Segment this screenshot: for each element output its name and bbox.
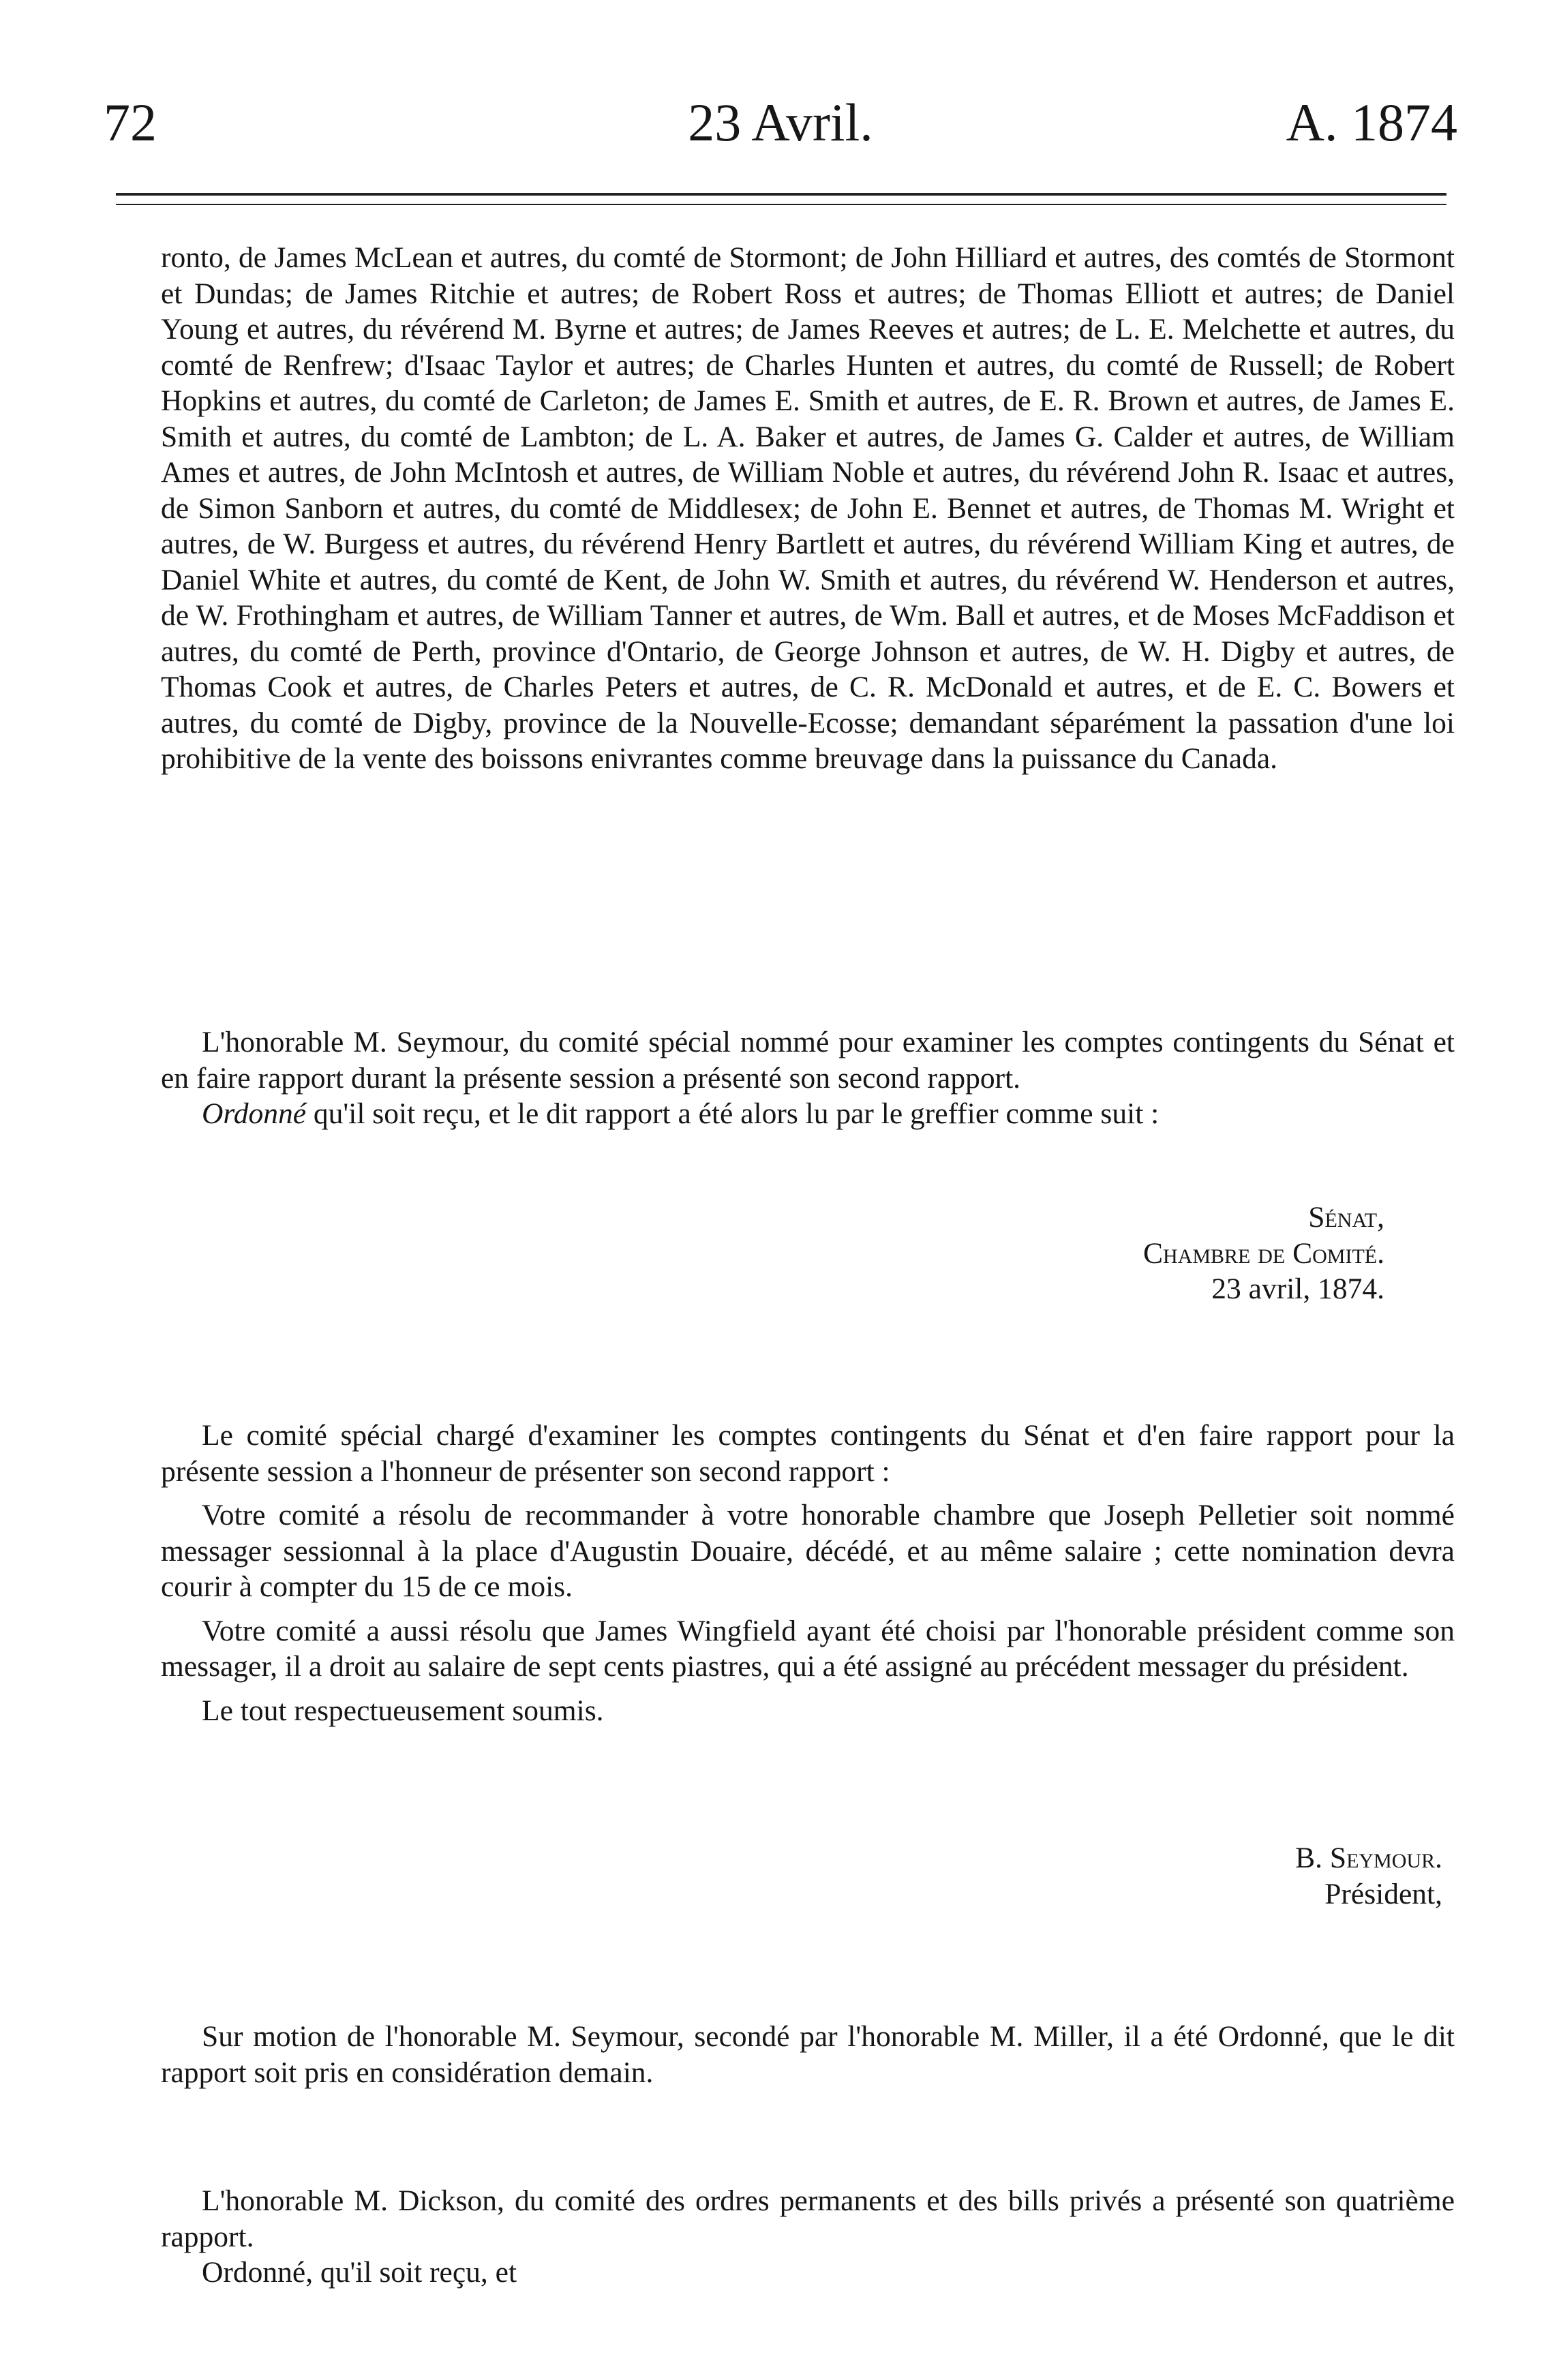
report-item-2: Votre comité a aussi résolu que James Wingfield ayant été choisi par l'honorable président comme son messager, il a droit au salaire de sept cents piastres, qui a été assigné au précédent messager du président. [161,1614,1455,1683]
petitions-text: ronto, de James McLean et autres, du comté de Stormont; de John Hilliard et autres, des comtés de Stormont et Dundas; de James Ritchie et autres; de Robert Ross et autres; de Thomas Elliott et autres; de Daniel Young et autres, du révérend M. Byrne et autres; de James Reeves et autres; de L. E. Melchette et autres, du comté de Renfrew; d'Isaac Taylor et autres; de Charles Hunten et autres, du comté de Russell; de Robert Hopkins et autres, du comté de Carleton; de James E. Smith et autres, de E. R. Brown et autres, de James E. Smith et autres, du comté de Lambton; de L. A. Baker et autres, de James G. Calder et autres, de William Ames et autres, de John McIntosh et autres, de William Noble et autres, du révérend John R. Isaac et autres, de Simon Sanborn et autres, du comté de Middlesex; de John E. Bennet et autres, de Thomas M. Wright et autres, de W. Burgess et autres, du révérend Henry Bartlett et autres, du révérend William King et autres, de Daniel White et autres, du comté de Kent, de John W. Smith et autres, du révérend W. Henderson et autres, de W. Frothingham et autres, de William Tanner et autres, de Wm. Ball et autres, et de Moses McFaddison et autres, du comté de Perth, province d'Ontario, de George Johnson et autres, de W. H. Digby et autres, de Thomas Cook et autres, de Charles Peters et autres, de C. R. McDonald et autres, et de E. C. Bowers et autres, du comté de Digby, province de la Nouvelle-Ecosse; demandant séparément la passation d'une loi prohibitive de la vente des boissons enivrantes comme breuvage dans la puissance du Canada. [161,241,1455,775]
ordered-word: Ordonné [202,1097,307,1130]
dickson-report-text: L'honorable M. Dickson, du comité des ordres permanents et des bills privés a présenté son quatrième rapport. [161,2184,1455,2253]
dickson-ordered-text: Ordonné, qu'il soit reçu, et [202,2256,517,2289]
report-header-senat: Sénat, [1308,1201,1384,1234]
motion-paragraph [161,2019,1455,2090]
report-header-chambre: Chambre de Comité. [1143,1236,1384,1270]
seymour-report-paragraph [161,1024,1455,1132]
report-body [161,1418,1455,1728]
report-intro: Le comité spécial chargé d'examiner les comptes contingents du Sénat et d'en faire rapport pour la présente session a l'honneur de présenter son second rapport : [161,1419,1455,1488]
ordered-read-text [161,1096,1455,1132]
header-date: 23 Avril. [688,93,873,152]
dickson-report-paragraph [161,2183,1455,2291]
petitions-paragraph [161,240,1455,777]
page-header [104,89,1457,164]
report-closing: Le tout respectueusement soumis. [202,1694,604,1727]
report-header-block [161,1200,1384,1307]
report-header-date: 23 avril, 1874. [1211,1272,1384,1305]
report-item-1: Votre comité a résolu de recommander à votre honorable chambre que Joseph Pelletier soit nommé messager sessionnal à la place d'Augustin Douaire, décédé, et au même salaire ; cette nomination devra courir à compter du 15 de ce mois. [161,1499,1455,1603]
ordered-rest: qu'il soit reçu, et le dit rapport a été alors lu par le greffier comme suit : [306,1097,1160,1130]
page-number: 72 [104,93,157,152]
signature-block [161,1840,1442,1912]
signature-title: Président, [1324,1877,1442,1910]
signature-name: B. Seymour. [1295,1842,1442,1874]
header-rule-thick [116,193,1446,196]
header-rule-thin [116,204,1446,205]
seymour-report-text: L'honorable M. Seymour, du comité spécial nommé pour examiner les comptes contingents du Sénat et en faire rapport durant la présente session a présenté son second rapport. [161,1026,1455,1095]
header-year: A. 1874 [1286,93,1457,152]
motion-text: Sur motion de l'honorable M. Seymour, secondé par l'honorable M. Miller, il a été Ordonné, que le dit rapport soit pris en considération demain. [161,2020,1455,2089]
